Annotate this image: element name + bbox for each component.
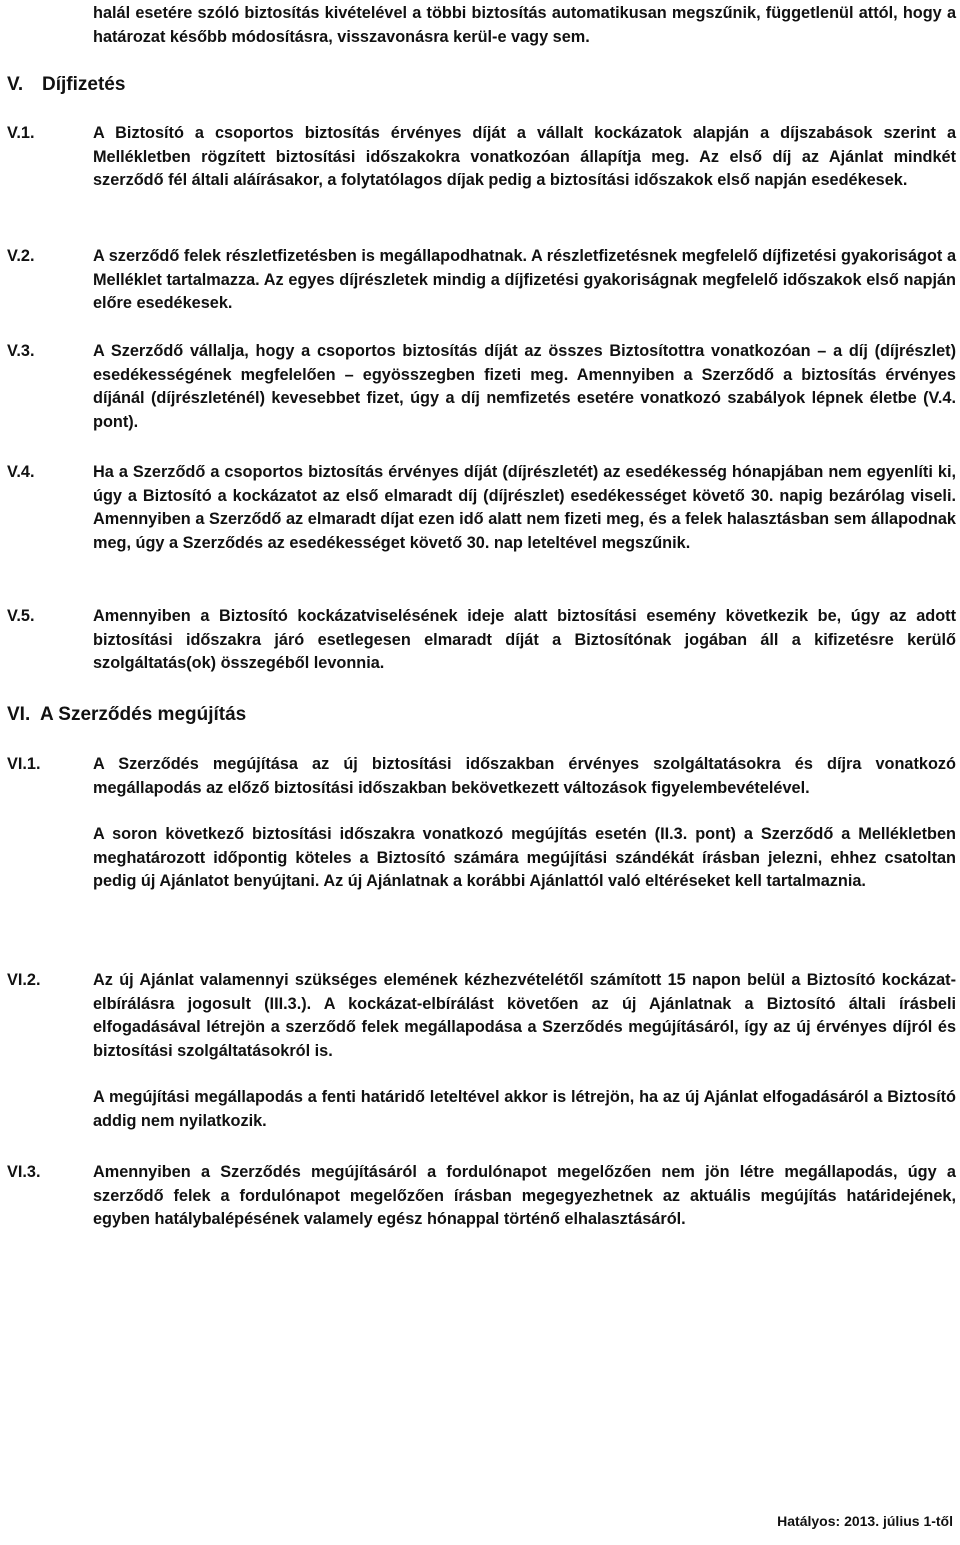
clause-number: VI.3.	[7, 1163, 41, 1181]
clause-paragraph: A Szerződés megújítása az új biztosítási időszakban érvényes szolgáltatásokra és díjra vonatkozó megállapodás az előző biztosítási időszakban bekövetkezett változások figyelembevételével.	[93, 755, 956, 797]
clause-paragraph: A soron következő biztosítási időszakra vonatkozó megújítás esetén (II.3. pont) a Szerződő a Mellékletben meghatározott időpontig köteles a Biztosító számára megújítási szándékát írásban jelezni, ehhez csatoltan pedig új Ajánlatot benyújtani. Az új Ajánlatnak a korábbi Ajánlattól való eltéréseket kell tartalmaznia.	[93, 825, 956, 890]
section-title: Díjfizetés	[42, 74, 126, 95]
section-number: V.	[7, 74, 24, 95]
clause-paragraph: A Biztosító a csoportos biztosítás érvényes díját a vállalt kockázatok alapján a díjszabások szerint a Mellékletben rögzített biztosítási időszakokra vonatkozóan állapítja meg. Az első díj az Ajánlat mindkét szerződő fél általi aláírásakor, a folytatólagos díjak pedig a biztosítási időszakok első napján esedékesek.	[93, 124, 956, 189]
clause-number: V.2.	[7, 247, 35, 265]
clause-number: V.1.	[7, 124, 35, 142]
clause-paragraph: Az új Ajánlat valamennyi szükséges elemének kézhezvételétől számított 15 napon belül a Biztosító kockázat-elbírálásra jogosult (III.3.). A kockázat-elbírálást követően az új Ajánlatnak a Biztosító általi írásbeli elfogadásával létrejön a szerződő felek megállapodása a Szerződés megújításáról, így az új érvényes díjról és biztosítási szolgáltatásokról is.	[93, 971, 956, 1060]
clause-paragraph: Amennyiben a Szerződés megújításáról a fordulónapot megelőzően nem jön létre megállapodás, úgy a szerződő felek a fordulónapot megelőzően írásban megegyezhetnek az aktuális megújítás határidejének, egyben hatálybalépésének valamely egész hónappal történő elhalasztásáról.	[93, 1163, 956, 1228]
intro-continuation-paragraph: halál esetére szóló biztosítás kivételével a többi biztosítás automatikusan megszűnik, függetlenül attól, hogy a határozat később módosításra, visszavonásra kerül-e vagy sem.	[93, 4, 956, 46]
clause-paragraph: Amennyiben a Biztosító kockázatviselésének ideje alatt biztosítási esemény következik be, úgy az adott biztosítási időszakra járó esetlegesen elmaradt díját a Biztosítónak jogában áll a kifizetésre kerülő szolgáltatás(ok) összegéből levonnia.	[93, 607, 956, 672]
clause-number: VI.2.	[7, 971, 41, 989]
clause-paragraph: A szerződő felek részletfizetésben is megállapodhatnak. A részletfizetésnek megfelelő díjfizetési gyakoriságot a Melléklet tartalmazza. Az egyes díjrészletek mindig a díjfizetési gyakoriságnak megfelelő időszakok első napján előre esedékesek.	[93, 247, 956, 312]
clause-number: V.3.	[7, 342, 35, 360]
section-number: VI.	[7, 704, 31, 725]
clause-paragraph: A Szerződő vállalja, hogy a csoportos biztosítás díját az összes Biztosítottra vonatkozóan – a díj (díjrészlet) esedékességének megfelelően – egyösszegben fizeti meg. Amennyiben a Szerződő a biztosítás érvényes díjánál (díjrészleténél) kevesebbet fizet, úgy a díj nemfizetés esetére vonatkozó szabályok lépnek életbe (V.4. pont).	[93, 342, 956, 431]
clause-number: V.4.	[7, 463, 35, 481]
clause-number: VI.1.	[7, 755, 41, 773]
section-title: A Szerződés megújítás	[40, 704, 247, 725]
footer-effective-date: Hatályos: 2013. július 1-től	[777, 1513, 953, 1529]
clause-paragraph: Ha a Szerződő a csoportos biztosítás érvényes díját (díjrészletét) az esedékesség hónapjában nem egyenlíti ki, úgy a Biztosító a kockázatot az első elmaradt díj (díjrészlet) esedékességet követő 30. napig bezárólag viseli. Amennyiben a Szerződő az elmaradt díjat ezen idő alatt nem fizeti meg, és a felek halasztásban sem állapodnak meg, úgy a Szerződés az esedékességet követő 30. nap leteltével megszűnik.	[93, 463, 956, 552]
clause-number: V.5.	[7, 607, 35, 625]
clause-paragraph: A megújítási megállapodás a fenti határidő leteltével akkor is létrejön, ha az új Ajánlat elfogadásáról a Biztosító addig nem nyilatkozik.	[93, 1088, 956, 1130]
